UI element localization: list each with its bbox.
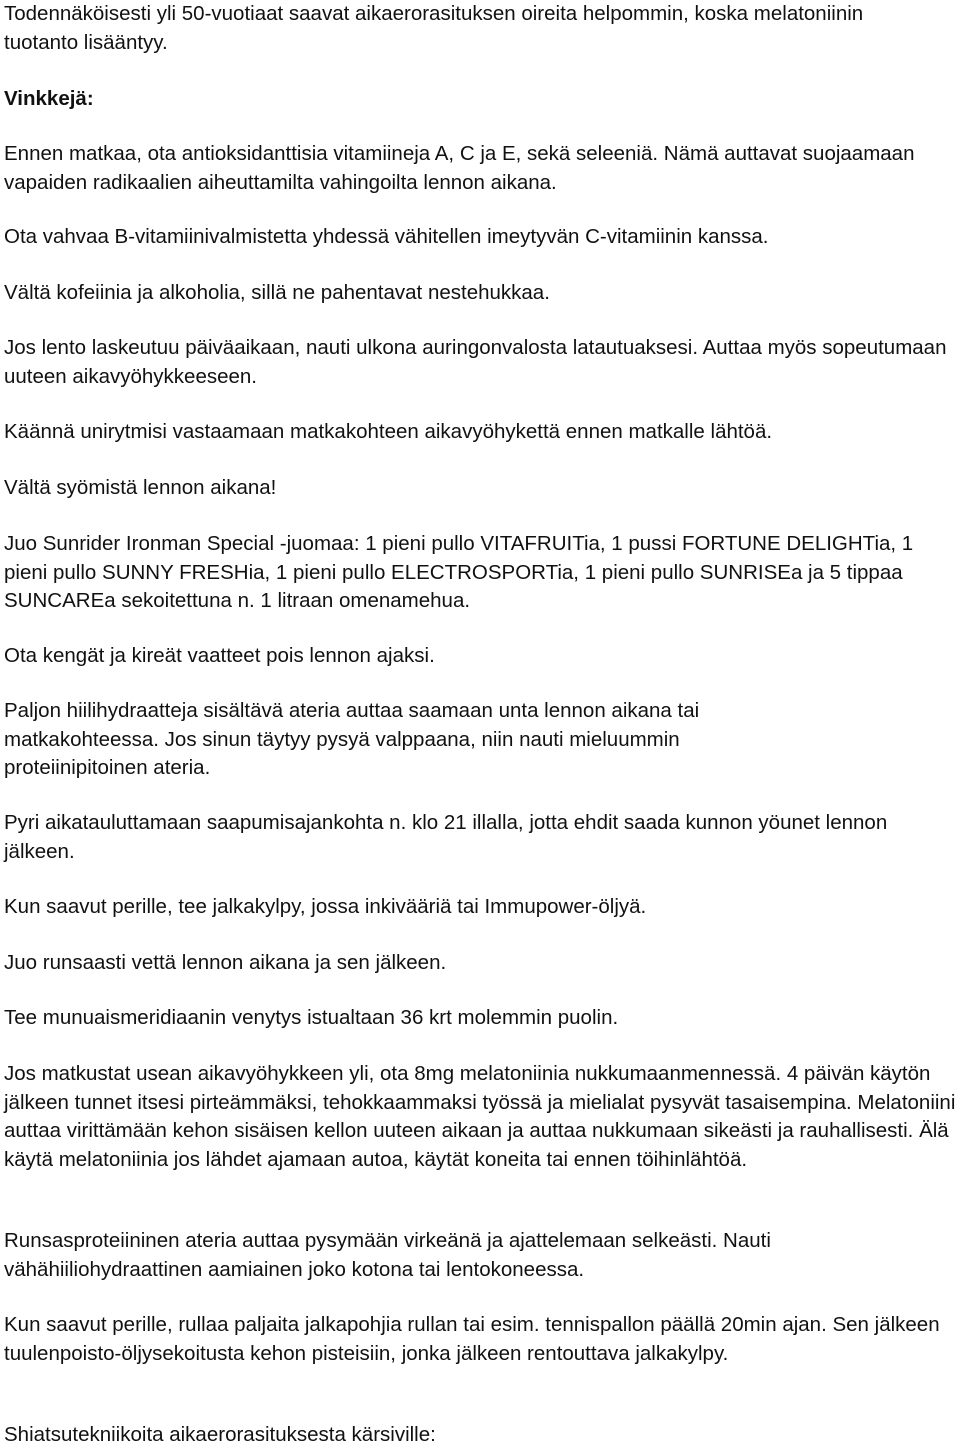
tip-paragraph: Tee munuaismeridiaanin venytys istualtaan 36 krt molemmin puolin. xyxy=(4,1006,619,1029)
tip-paragraph: Jos lento laskeutuu päiväaikaan, nauti ulkona auringonvalosta latautuaksesi. Auttaa myös sopeutumaan uuteen aikavyöhykkeeseen. xyxy=(4,336,947,388)
tip-paragraph: Paljon hiilihydraatteja sisältävä ateria auttaa saamaan unta lennon aikana tai matkakohteessa. Jos sinun täytyy pysyä valppaana, niin nauti mieluummin proteiinipitoinen ateria. xyxy=(4,699,700,779)
tip-paragraph: Juo runsaasti vettä lennon aikana ja sen jälkeen. xyxy=(4,951,447,974)
tip-paragraph: Ota vahvaa B-vitamiinivalmistetta yhdessä vähitellen imeytyvän C-vitamiinin kanssa. xyxy=(4,225,769,248)
tip-paragraph: Käännä unirytmisi vastaamaan matkakohteen aikavyöhykettä ennen matkalle lähtöä. xyxy=(4,420,773,443)
tip-paragraph: Ota kengät ja kireät vaatteet pois lennon ajaksi. xyxy=(4,644,435,667)
tip-paragraph: Kun saavut perille, rullaa paljaita jalkapohjia rullan tai esim. tennispallon päällä 20min ajan. Sen jälkeen tuulenpoisto-öljysekoitusta kehon pisteisiin, jonka jälkeen rentouttava jalkakylpy. xyxy=(4,1313,940,1365)
tip-paragraph: Ennen matkaa, ota antioksidanttisia vitamiineja A, C ja E, sekä seleeniä. Nämä auttavat suojaamaan vapaiden radikaalien aiheuttamilta vahingoilta lennon aikana. xyxy=(4,142,915,194)
tip-paragraph: Kun saavut perille, tee jalkakylpy, jossa inkivääriä tai Immupower-öljyä. xyxy=(4,895,647,918)
tip-paragraph: Pyri aikatauluttamaan saapumisajankohta n. klo 21 illalla, jotta ehdit saada kunnon yöunet lennon jälkeen. xyxy=(4,811,888,863)
tip-paragraph: Vältä syömistä lennon aikana! xyxy=(4,476,277,499)
section-heading: Shiatsutekniikoita aikaerorasituksesta kärsiville: xyxy=(4,1423,436,1446)
intro-paragraph: Todennäköisesti yli 50-vuotiaat saavat aikaerorasituksen oireita helpommin, koska melatoniinin tuotanto lisääntyy. xyxy=(4,2,864,54)
tip-paragraph: Runsasproteiininen ateria auttaa pysymään virkeänä ja ajattelemaan selkeästi. Nauti vähähiiliohydraattinen aamiainen joko kotona tai lentokoneessa. xyxy=(4,1229,771,1281)
tip-paragraph: Vältä kofeiinia ja alkoholia, sillä ne pahentavat nestehukkaa. xyxy=(4,281,550,304)
tip-paragraph: Jos matkustat usean aikavyöhykkeen yli, ota 8mg melatoniinia nukkumaanmennessä. 4 päivän käytön jälkeen tunnet itsesi pirteämmäksi, tehokkaammaksi työssä ja mielialat pysyvät tasaisempina. Melatoniini auttaa virittämään kehon sisäisen kellon uuteen aikaan ja auttaa nukkumaan sikeästi ja rauhallisesti. Älä käytä melatoniinia jos lähdet ajamaan autoa, käytät koneita tai ennen töihinlähtöä. xyxy=(4,1062,956,1171)
tip-paragraph: Juo Sunrider Ironman Special -juomaa: 1 pieni pullo VITAFRUITia, 1 pussi FORTUNE DELIGHTia, 1 pieni pullo SUNNY FRESHia, 1 pieni pullo ELECTROSPORTia, 1 pieni pullo SUNRISEa ja 5 tippaa SUNCAREa sekoitettuna n. 1 litraan omenamehua. xyxy=(4,532,914,612)
tips-heading: Vinkkejä: xyxy=(4,87,94,110)
